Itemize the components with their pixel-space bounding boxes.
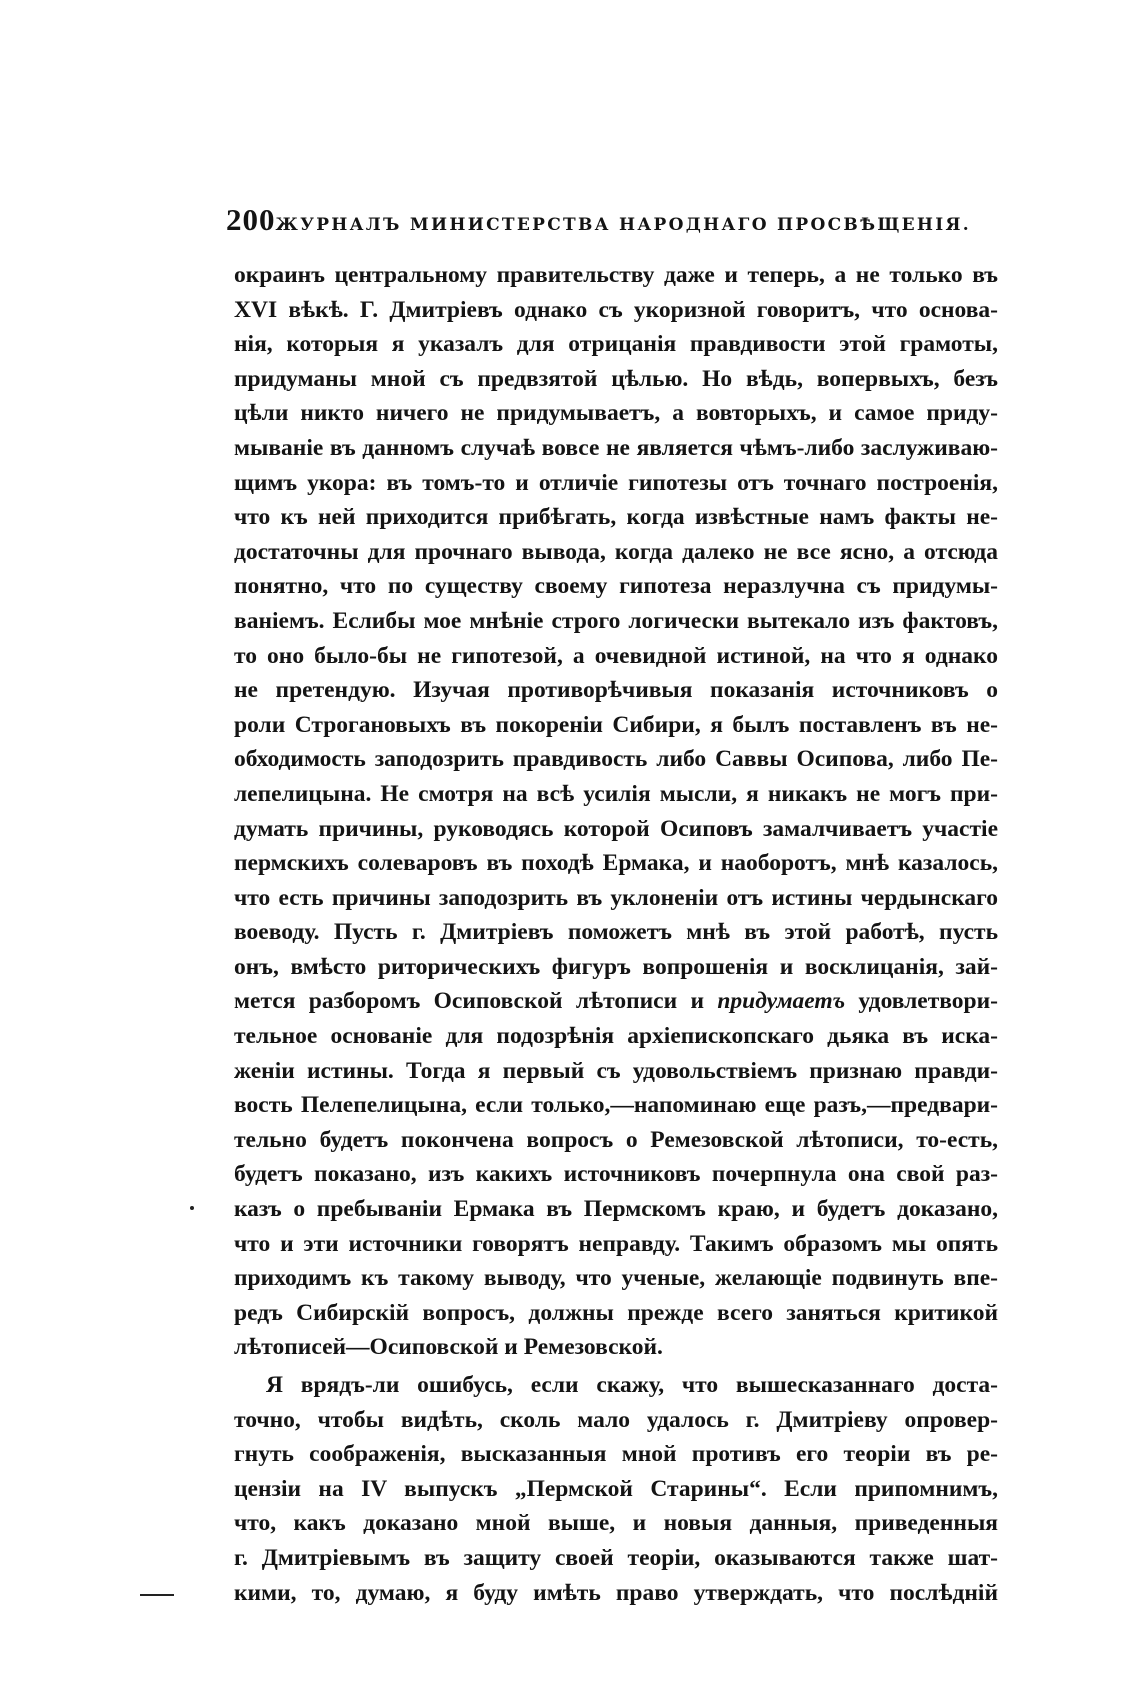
text-line: онъ, вмѣсто риторическихъ фигуръ вопрошенія и восклицанія, зай-: [234, 953, 998, 980]
text-line: казъ о пребываніи Ермака въ Пермскомъ краю, и будетъ доказано,: [234, 1196, 998, 1223]
text-line: цѣли никто ничего не придумываетъ, а вовторыхъ, и самое приду-: [234, 400, 998, 427]
text-line: г. Дмитріевымъ въ защиту своей теоріи, оказываются также шат-: [234, 1544, 998, 1571]
text-line: пермскихъ солеваровъ въ походѣ Ермака, и наоборотъ, мнѣ казалось,: [234, 850, 998, 877]
text-line: будетъ показано, изъ какихъ источниковъ почерпнула она свой раз-: [234, 1161, 998, 1188]
text-line: кими, то, думаю, я буду имѣть право утверждать, что послѣдній: [234, 1579, 998, 1606]
text-line: редъ Сибирскій вопросъ, должны прежде всего заняться критикой: [234, 1299, 998, 1326]
text-line: лѣтописей—Осиповской и Ремезовской.: [234, 1334, 663, 1361]
text-line: мываніе въ данномъ случаѣ вовсе не является чѣмъ-либо заслуживаю-: [234, 434, 998, 461]
text-line: достаточны для прочнаго вывода, когда далеко не все ясно, а отсюда: [234, 538, 998, 565]
text-line: придуманы мной съ предвзятой цѣлью. Но вѣдь, вопервыхъ, безъ: [234, 365, 998, 392]
text-line: Я врядъ-ли ошибусь, если скажу, что вышесказаннаго доста-: [266, 1372, 998, 1398]
text-line: тельное основаніе для подозрѣнія архіепископскаго дьяка въ иска-: [234, 1023, 998, 1050]
running-head: ЖУРНАЛЪ МИНИСТЕРСТВА НАРОДНАГО ПРОСВѢЩЕНІЯ.: [275, 215, 972, 235]
italic-word: придумаетъ: [717, 988, 846, 1015]
text-line: думать причины, руководясь которой Осиповъ замалчиваетъ участіе: [234, 815, 998, 842]
body-text: [234, 258, 998, 1610]
text-line: гнуть соображенія, высказанныя мной противъ его теоріи въ ре-: [234, 1441, 998, 1468]
text-line: щимъ укора: въ томъ-то и отличіе гипотезы отъ точнаго построенія,: [234, 469, 998, 496]
text-line: что къ ней приходится прибѣгать, когда извѣстные намъ факты не-: [234, 504, 998, 531]
text-line: XVI вѣкѣ. Г. Дмитріевъ однако съ укоризной говоритъ, что основа-: [234, 296, 998, 323]
text-line: ваніемъ. Еслибы мое мнѣніе строго логически вытекало изъ фактовъ,: [234, 607, 998, 634]
text-line: цензіи на IV выпускъ „Пермской Старины“. Если припомнимъ,: [234, 1475, 998, 1502]
scan-dot-mark: [190, 1206, 194, 1210]
text-line: что и эти источники говорятъ неправду. Такимъ образомъ мы опять: [234, 1230, 998, 1257]
text-line: то оно было-бы не гипотезой, а очевидной истиной, на что я однако: [234, 642, 998, 669]
text-line: обходимость заподозрить правдивость либо Саввы Осипова, либо Пе-: [234, 746, 998, 773]
text-line: не претендую. Изучая противорѣчивыя показанія источниковъ о: [234, 677, 998, 704]
text-line: роли Строгановыхъ въ покореніи Сибири, я былъ поставленъ въ не-: [234, 711, 998, 738]
text-line: лепелицына. Не смотря на всѣ усилія мысли, я никакъ не могъ при-: [234, 780, 998, 807]
text-line: понятно, что по существу своему гипотеза неразлучна съ придумы-: [234, 573, 998, 600]
paragraph-1: [234, 258, 998, 1365]
text-line: нія, которыя я указалъ для отрицанія правдивости этой грамоты,: [234, 331, 998, 358]
page-header: [226, 202, 972, 238]
text-segment: мется разборомъ Осиповской лѣтописи и: [234, 988, 718, 1015]
page-number: 200: [226, 202, 276, 237]
text-line: окраинъ центральному правительству даже и теперь, а не только въ: [234, 262, 998, 288]
text-line: точно, чтобы видѣть, сколь мало удалось г. Дмитріеву опровер-: [234, 1406, 998, 1433]
text-line-with-italic: [234, 984, 998, 1019]
text-line: женіи истины. Тогда я первый съ удовольствіемъ признаю правди-: [234, 1057, 998, 1084]
text-line: тельно будетъ покончена вопросъ о Ремезовской лѣтописи, то-есть,: [234, 1126, 998, 1153]
text-line: воеводу. Пусть г. Дмитріевъ поможетъ мнѣ въ этой работѣ, пусть: [234, 919, 998, 946]
text-line: вость Пелепелицына, если только,—напоминаю еще разъ,—предвари-: [234, 1092, 998, 1119]
text-line: что есть причины заподозрить въ уклоненіи отъ истины чердынскаго: [234, 884, 998, 911]
scan-edge-mark: [140, 1594, 174, 1596]
text-line: что, какъ доказано мной выше, и новыя данныя, приведенныя: [234, 1510, 998, 1537]
text-line: приходимъ къ такому выводу, что ученые, желающіе подвинуть впе-: [234, 1265, 998, 1292]
paragraph-2: [234, 1368, 998, 1610]
text-segment: удовлетвори-: [845, 988, 998, 1015]
